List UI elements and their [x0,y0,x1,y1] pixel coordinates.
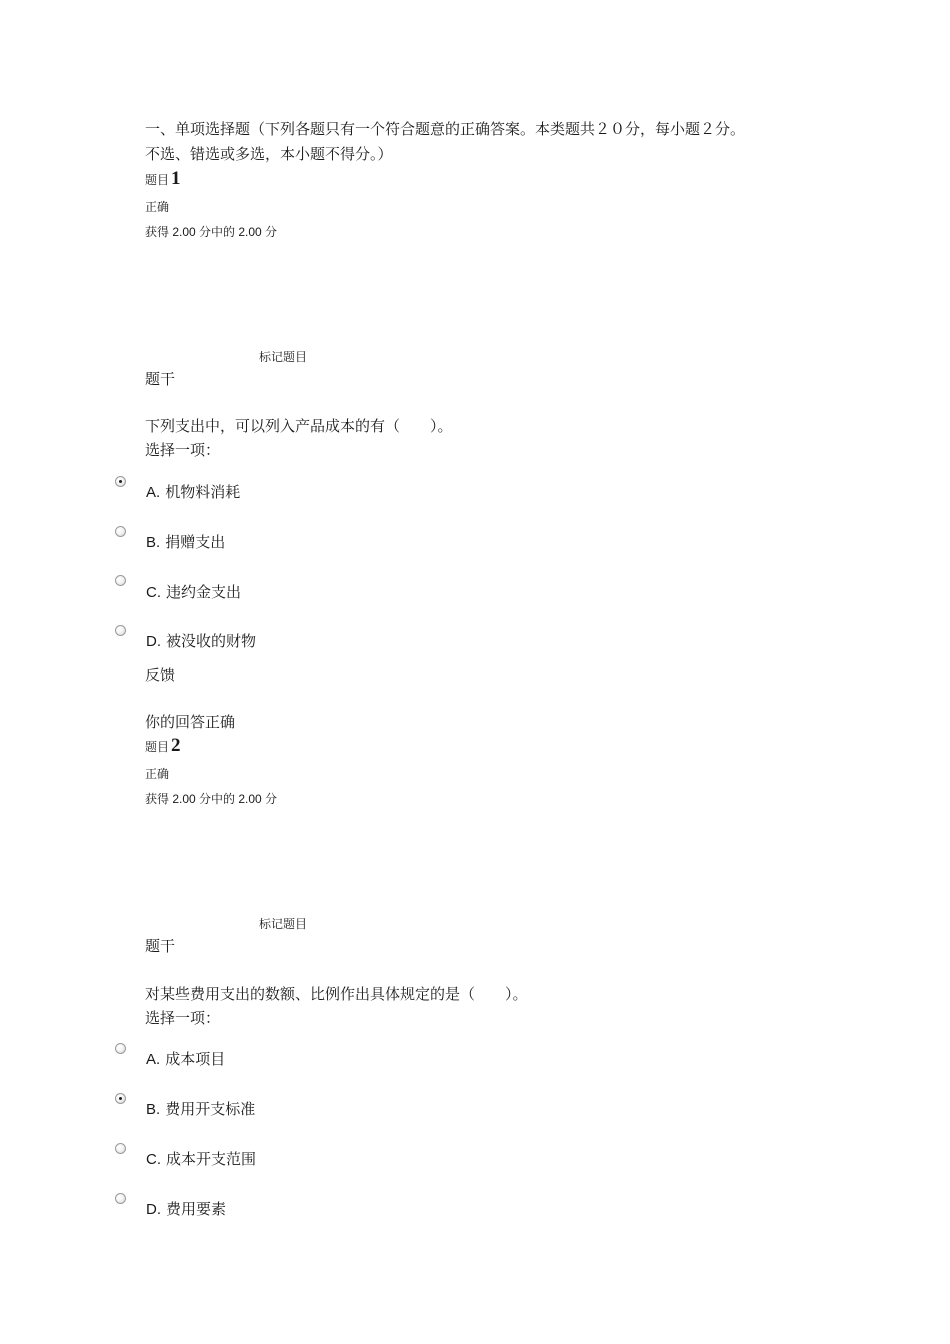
option-text: 被没收的财物 [166,632,257,650]
question-2-option-d[interactable] [146,1198,226,1219]
question-2-option-b-radio[interactable] [115,1093,126,1104]
question-1-option-c-radio[interactable] [115,575,126,586]
option-letter: C. [146,1151,161,1168]
question-1-status: 正确 [145,200,170,214]
option-letter: D. [146,633,161,650]
question-2-header [145,735,181,757]
question-2-flag-link[interactable]: 标记题目 [259,917,308,931]
question-1-option-d[interactable] [146,630,256,651]
question-1-stem-label: 题干 [145,370,176,388]
question-1-option-c[interactable] [146,581,241,602]
question-number: 1 [171,168,181,189]
question-2-text: 对某些费用支出的数额、比例作出具体规定的是（ ）。 [145,985,528,1003]
question-2-option-c[interactable] [146,1148,256,1169]
question-2-status: 正确 [145,767,170,781]
question-1-flag-link[interactable]: 标记题目 [259,350,308,364]
section-header [145,117,745,167]
question-2-option-a-radio[interactable] [115,1043,126,1054]
option-text: 成本项目 [165,1050,226,1068]
option-text: 违约金支出 [166,583,242,601]
question-1-option-a-radio[interactable] [115,476,126,487]
question-1-option-a[interactable] [146,481,240,502]
question-1-feedback-text: 你的回答正确 [145,713,236,731]
question-2-option-b[interactable] [146,1098,255,1119]
option-letter: A. [146,484,161,501]
question-2-option-d-radio[interactable] [115,1193,126,1204]
question-1-prompt: 选择一项： [145,441,221,459]
question-label: 题目 [145,740,170,754]
question-2-stem-label: 题干 [145,937,176,955]
option-letter: B. [146,1101,161,1118]
option-text: 捐赠支出 [165,533,226,551]
question-number: 2 [171,735,181,756]
option-text: 费用开支标准 [165,1100,256,1118]
option-letter: B. [146,534,161,551]
option-text: 机物料消耗 [165,483,241,501]
question-label: 题目 [145,173,170,187]
option-text: 费用要素 [166,1200,227,1218]
section-header-line-1: 一、单项选择题（下列各题只有一个符合题意的正确答案。本类题共２０分，每小题２分。 [145,120,746,138]
question-1-score: 获得 2.00 分中的 2.00 分 [145,225,278,239]
question-1-option-b[interactable] [146,531,225,552]
option-letter: C. [146,584,161,601]
question-2-option-c-radio[interactable] [115,1143,126,1154]
question-1-option-d-radio[interactable] [115,625,126,636]
option-letter: D. [146,1201,161,1218]
option-text: 成本开支范围 [166,1150,257,1168]
question-1-text: 下列支出中，可以列入产品成本的有（ ）。 [145,417,453,435]
section-header-line-2: 不选、错选或多选，本小题不得分。） [145,145,393,163]
question-2-prompt: 选择一项： [145,1009,221,1027]
question-1-option-b-radio[interactable] [115,526,126,537]
question-2-option-a[interactable] [146,1048,225,1069]
question-1-feedback-label: 反馈 [145,666,176,684]
option-letter: A. [146,1051,161,1068]
question-2-score: 获得 2.00 分中的 2.00 分 [145,792,278,806]
question-1-header [145,168,181,190]
